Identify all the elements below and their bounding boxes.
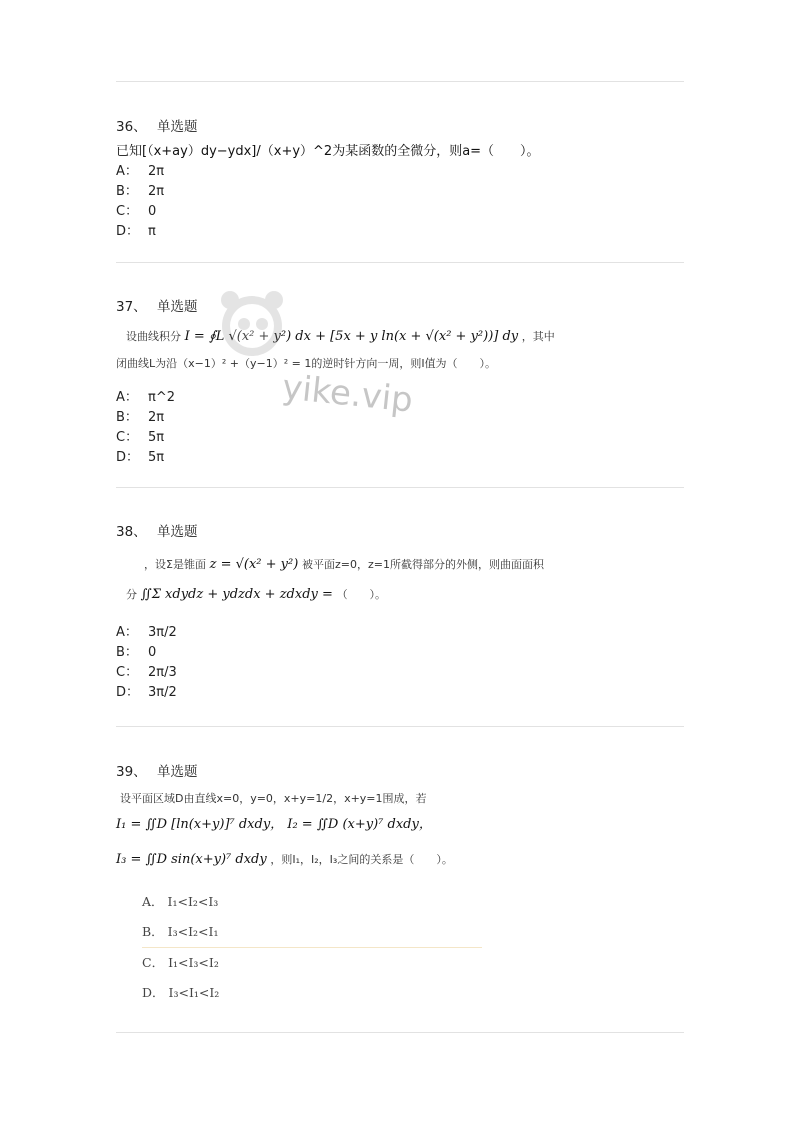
option-b[interactable] (142, 917, 482, 948)
question-header (116, 763, 686, 781)
separator (116, 262, 684, 263)
option-text: I₃<I₁<I₂ (168, 985, 220, 1000)
option-text: 5π (148, 450, 165, 465)
option-text: I₁<I₃<I₂ (168, 955, 219, 970)
option-c[interactable] (116, 202, 686, 222)
separator (116, 487, 684, 488)
option-label: A： (116, 625, 138, 640)
option-a[interactable] (116, 162, 686, 182)
option-label: C： (116, 665, 139, 680)
question-type: 单选题 (156, 524, 198, 540)
option-c[interactable] (116, 663, 686, 683)
option-label: A． (142, 894, 164, 909)
separator (116, 81, 684, 82)
question-38 (116, 523, 686, 703)
question-type: 单选题 (156, 299, 198, 315)
question-39 (116, 763, 686, 1008)
question-number: 36、 (116, 119, 147, 135)
option-text: π (148, 224, 156, 239)
option-label: A： (116, 164, 138, 179)
stem-text: ，则I₁，I₂，I₃之间的关系是（ ）。 (270, 853, 453, 866)
question-header (116, 298, 686, 316)
option-list (142, 887, 482, 1008)
question-stem-image (116, 350, 686, 376)
question-stem-image (116, 809, 686, 843)
formula: ∬Σ xdydz + ydzdx + zdxdy = (140, 587, 333, 602)
option-list (116, 623, 686, 703)
option-c[interactable] (116, 428, 686, 448)
question-stem-image (126, 577, 686, 611)
option-d[interactable] (142, 978, 482, 1008)
option-d[interactable] (116, 222, 686, 242)
option-b[interactable] (116, 182, 686, 202)
option-label: C： (116, 430, 139, 445)
option-label: D： (116, 450, 140, 465)
stem-text: 闭曲线L为沿（x−1）² +（y−1）² = 1的逆时针方向一周，则I值为（ ）。 (116, 357, 497, 370)
option-d[interactable] (116, 448, 686, 468)
question-stem-image (116, 843, 686, 879)
option-label: C： (116, 204, 139, 219)
separator (116, 726, 684, 727)
option-text: 3π/2 (148, 685, 177, 700)
question-number: 38、 (116, 524, 147, 540)
question-stem-image (144, 551, 686, 577)
question-stem-image (120, 787, 686, 809)
option-label: C． (142, 955, 165, 970)
formula: I₃ = ∬D sin(x+y)⁷ dxdy (116, 852, 267, 867)
option-text: π^2 (148, 390, 175, 405)
formula: z = √(x² + y²) (209, 557, 299, 572)
stem-text: 设平面区域D由直线x=0，y=0，x+y=1/2，x+y=1围成，若 (120, 792, 427, 805)
option-text: 2π (148, 164, 165, 179)
question-36 (116, 118, 686, 242)
option-text: I₃<I₂<I₁ (167, 924, 219, 939)
question-stem: 已知[（x+ay）dy−ydx]/（x+y）^2为某函数的全微分，则a=（ ）。 (116, 144, 540, 159)
question-stem-image (126, 322, 686, 350)
watermark-text: yike.vip (280, 367, 415, 421)
option-label: B： (116, 410, 138, 425)
option-list (116, 162, 686, 242)
question-number: 39、 (116, 764, 147, 780)
option-a[interactable] (142, 887, 482, 917)
option-label: B： (116, 184, 138, 199)
option-text: 2π/3 (148, 665, 177, 680)
option-text: 5π (148, 430, 165, 445)
option-b[interactable] (116, 643, 686, 663)
option-text: 0 (148, 645, 157, 660)
option-c[interactable] (142, 948, 482, 978)
option-label: D： (116, 224, 140, 239)
stem-text: 设曲线积分 (126, 330, 181, 343)
option-text: 0 (148, 204, 157, 219)
stem-text: ，其中 (521, 330, 555, 343)
stem-text: （ ）。 (336, 588, 387, 601)
formula: I = ∮L √(x² + y²) dx + [5x + y ln(x + √(x² + y²))] dy (184, 329, 519, 344)
stem-text: 被平面z=0，z=1所截得部分的外侧，则曲面面积 (301, 558, 544, 571)
option-label: B： (116, 645, 138, 660)
option-text: 2π (148, 184, 165, 199)
option-text: 3π/2 (148, 625, 177, 640)
question-header (116, 523, 686, 541)
option-text: I₁<I₂<I₃ (167, 894, 219, 909)
option-text: 2π (148, 410, 165, 425)
option-label: D． (142, 985, 165, 1000)
option-d[interactable] (116, 683, 686, 703)
option-label: D： (116, 685, 140, 700)
stem-text: ，设Σ是锥面 (144, 558, 206, 571)
question-type: 单选题 (156, 764, 198, 780)
option-label: B． (142, 924, 164, 939)
formula: I₁ = ∬D [ln(x+y)]⁷ dxdy， I₂ = ∬D (x+y)⁷ dxdy， (116, 817, 432, 832)
option-a[interactable] (116, 623, 686, 643)
question-type: 单选题 (156, 119, 198, 135)
question-number: 37、 (116, 299, 147, 315)
separator (116, 1032, 684, 1033)
stem-text: 分 (126, 588, 137, 601)
option-label: A： (116, 390, 138, 405)
question-header (116, 118, 686, 136)
